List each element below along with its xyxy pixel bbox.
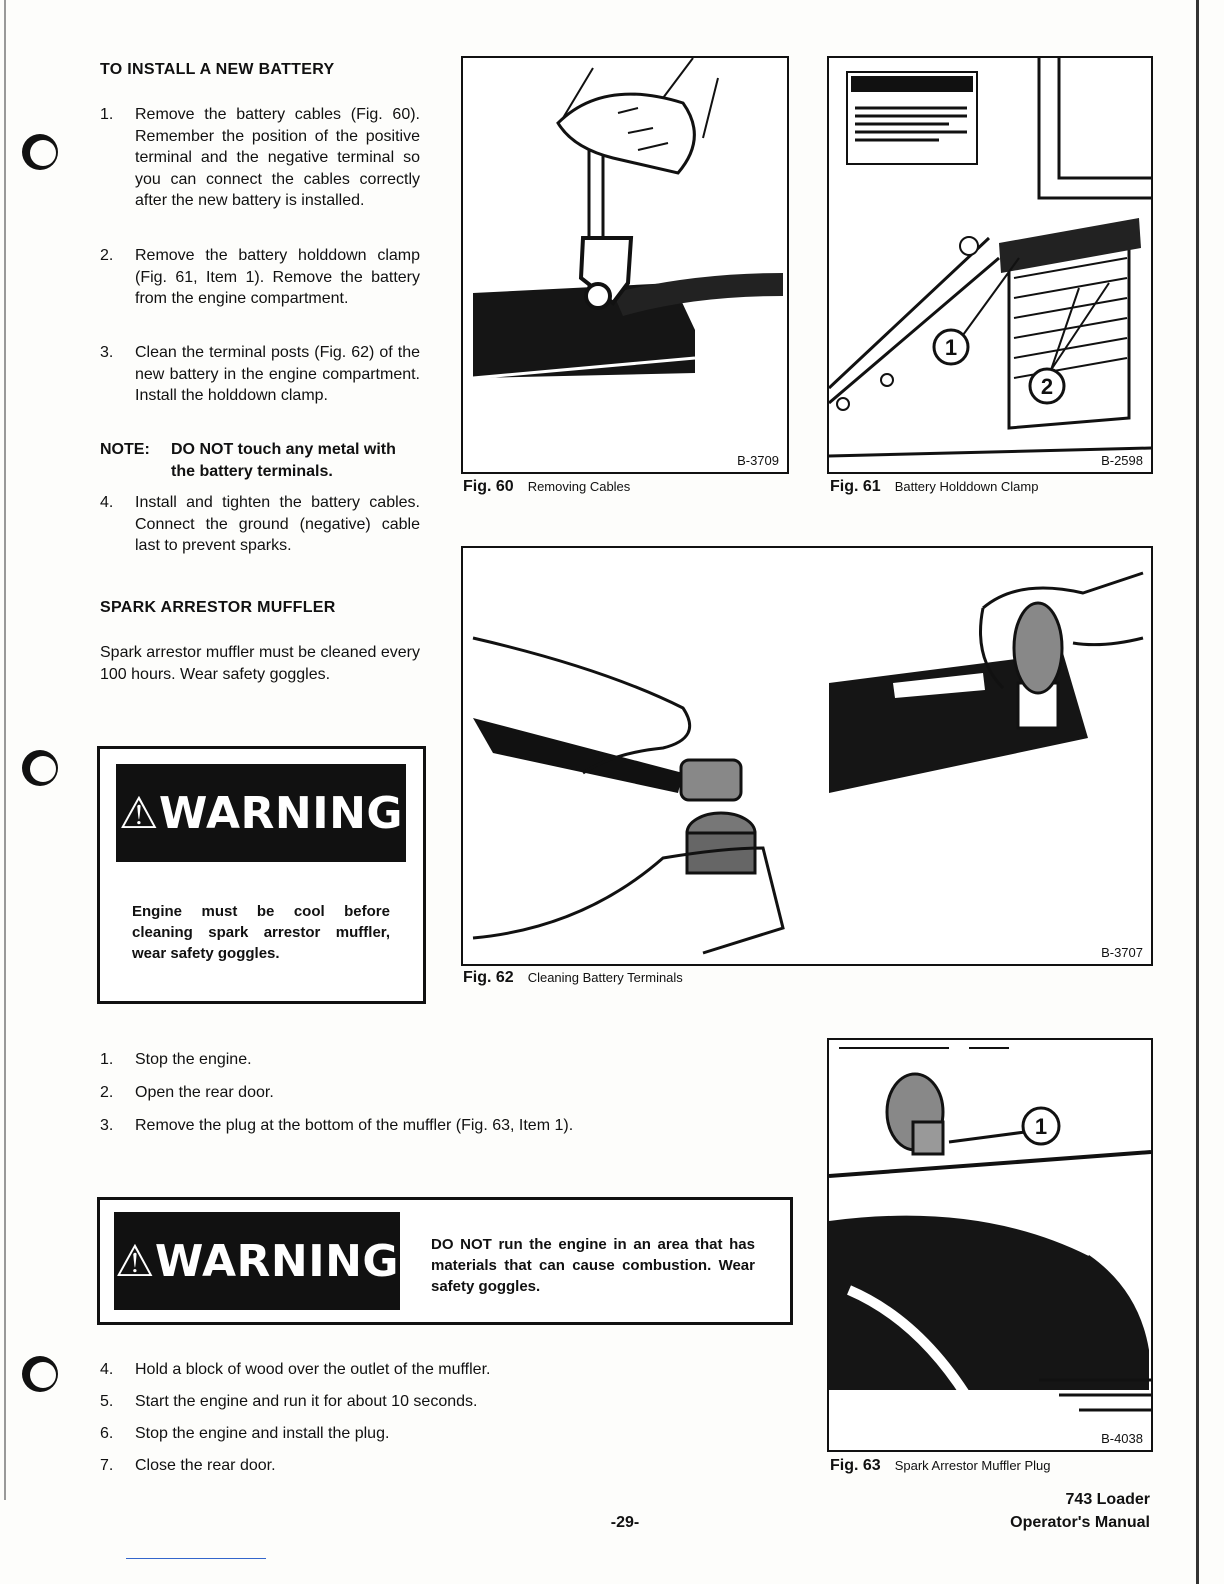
warning-text: DO NOT run the engine in an area that has materials that can cause combustion. Wear safety goggles. (431, 1236, 755, 1295)
step-text: Stop the engine and install the plug. (135, 1425, 390, 1442)
footer-manual: Operator's Manual (1010, 1514, 1150, 1531)
figure-caption-text: Removing Cables (527, 479, 631, 494)
step-text: Open the rear door. (135, 1084, 274, 1101)
note-label: NOTE: (100, 441, 150, 458)
figure-63-image (827, 1038, 1153, 1452)
list-item (100, 1049, 800, 1073)
warning-text: Engine must be cool before cleaning spark arrestor muffler, wear safety goggles. (132, 903, 390, 962)
figure-63-caption (830, 1457, 1051, 1475)
step-text: Remove the battery holddown clamp (Fig. 61, Item 1). Remove the battery from the engine compartment. (135, 247, 420, 307)
figure-number: Fig. 62 (463, 969, 514, 986)
figure-code: B-2598 (1101, 453, 1143, 468)
list-item (100, 1455, 800, 1479)
step-number: 3. (100, 1117, 114, 1134)
binder-hole-top (22, 134, 58, 170)
step-number: 1. (100, 1051, 114, 1068)
step-number: 2. (100, 1084, 114, 1101)
figure-60-image (461, 56, 789, 474)
callout-1-label: 1 (1034, 1114, 1048, 1139)
step-number: 1. (100, 106, 114, 123)
step-text: Hold a block of wood over the outlet of the muffler. (135, 1361, 491, 1378)
step-text: Stop the engine. (135, 1051, 252, 1068)
step-text: Remove the battery cables (Fig. 60). Remember the position of the positive terminal and the negative terminal so you can connect the cables correctly after the new battery is installed. (135, 106, 420, 209)
binder-hole-middle (22, 750, 58, 786)
step-number: 5. (100, 1393, 114, 1410)
warning-box-combustion (97, 1197, 793, 1325)
list-item (100, 1082, 800, 1106)
figure-code: B-4038 (1101, 1431, 1143, 1446)
figure-61-caption (830, 478, 1038, 496)
note-text: DO NOT touch any metal with the battery terminals. (171, 441, 396, 480)
step-text: Remove the plug at the bottom of the muffler (Fig. 63, Item 1). (135, 1117, 574, 1134)
figure-number: Fig. 61 (830, 478, 881, 495)
figure-62-caption (463, 969, 683, 987)
step-number: 2. (100, 247, 114, 264)
figure-number: Fig. 63 (830, 1457, 881, 1474)
step-number: 4. (100, 1361, 114, 1378)
callout-2-label: 2 (1040, 374, 1054, 399)
list-item (100, 245, 420, 335)
binder-hole-bottom (22, 1356, 58, 1392)
list-item (100, 342, 420, 432)
warning-box-cool-engine (97, 746, 426, 1004)
step-number: 6. (100, 1425, 114, 1442)
step-text: Start the engine and run it for about 10 seconds. (135, 1393, 478, 1410)
figure-caption-text: Battery Holddown Clamp (894, 479, 1039, 494)
removing-cables-illustration (463, 58, 787, 472)
left-page-edge (4, 0, 6, 1500)
muffler-plug-illustration (829, 1040, 1151, 1450)
right-page-edge (1196, 0, 1199, 1584)
section-heading-spark-arrestor: SPARK ARRESTOR MUFFLER (100, 599, 336, 616)
list-item (100, 1115, 800, 1139)
section-heading-install-battery: TO INSTALL A NEW BATTERY (100, 61, 335, 78)
figure-62-image (461, 546, 1153, 966)
step-text: Clean the terminal posts (Fig. 62) of the new battery in the engine compartment. Install the holddown clamp. (135, 344, 420, 404)
footer-rule (126, 1558, 266, 1559)
step-text: Close the rear door. (135, 1457, 276, 1474)
figure-caption-text: Cleaning Battery Terminals (527, 970, 683, 985)
footer-model: 743 Loader (1065, 1491, 1150, 1508)
section-intro: Spark arrestor muffler must be cleaned every 100 hours. Wear safety goggles. (100, 644, 420, 683)
step-text: Install and tighten the battery cables. Connect the ground (negative) cable last to prevent sparks. (135, 494, 420, 554)
list-item (100, 104, 420, 234)
figure-60-caption (463, 478, 630, 496)
figure-61-image (827, 56, 1153, 474)
figure-caption-text: Spark Arrestor Muffler Plug (894, 1458, 1051, 1473)
step-number: 3. (100, 344, 114, 361)
list-item (100, 1359, 800, 1383)
list-item (100, 1391, 800, 1415)
list-item (100, 492, 420, 582)
figure-code: B-3709 (737, 453, 779, 468)
step-number: 7. (100, 1457, 114, 1474)
step-number: 4. (100, 494, 114, 511)
warning-tag: ⚠WARNING (116, 764, 406, 862)
page-number: -29- (610, 1514, 640, 1531)
battery-holddown-illustration (829, 58, 1151, 472)
figure-code: B-3707 (1101, 945, 1143, 960)
cleaning-terminals-illustration (463, 548, 1151, 964)
list-item (100, 1423, 800, 1447)
warning-tag: ⚠WARNING (114, 1212, 400, 1310)
figure-number: Fig. 60 (463, 478, 514, 495)
callout-1-label: 1 (944, 335, 958, 360)
